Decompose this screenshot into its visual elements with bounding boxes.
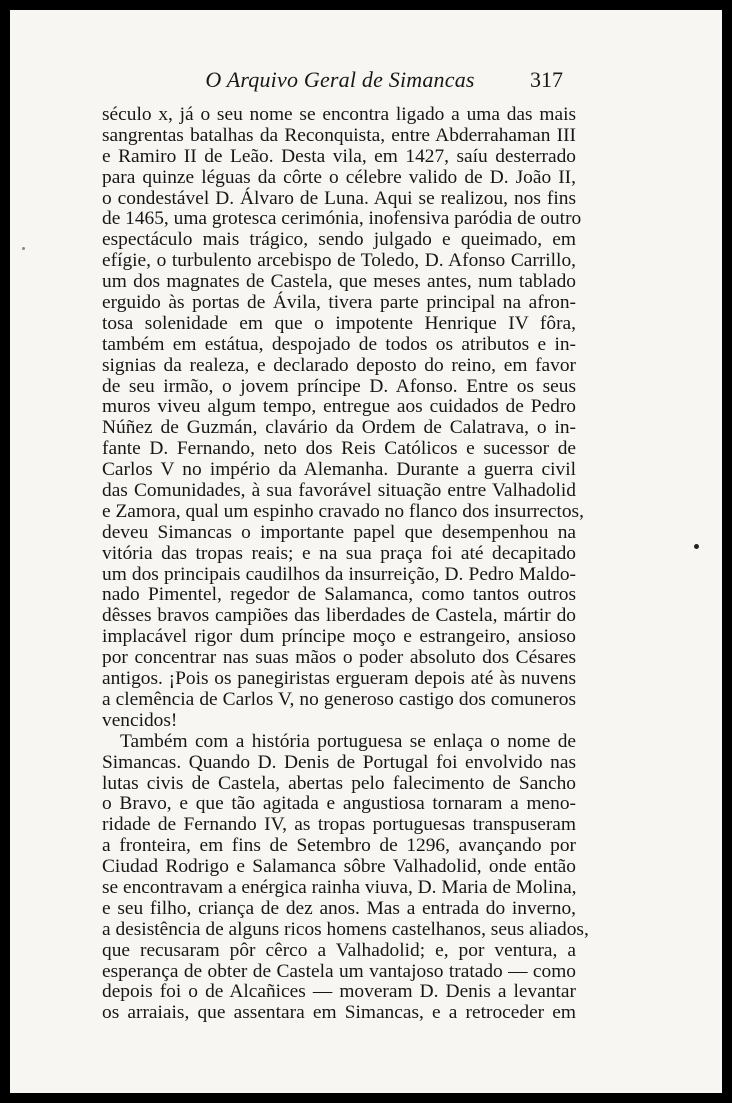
text-line: século x, já o seu nome se encontra ligado a uma das mais [102,104,576,125]
text-line: ridade de Fernando IV, as tropas portuguesas transpuseram [102,814,576,836]
text-line: das Comunidades, à sua favorável situação entre Valhadolid [102,480,576,502]
text-line: se encontravam a enérgica rainha viuva, D. Maria de Molina, [102,876,577,898]
text-line: a fronteira, em fins de Setembro de 1296, avançando por [102,835,576,857]
text-line: o condestável D. Álvaro de Luna. Aqui se realizou, nos fins [102,187,576,209]
text-line: Simancas. Quando D. Denis de Portugal foi envolvido nas [102,751,576,773]
text-line: para quinze léguas da côrte o célebre valido de D. João II, [102,166,576,188]
text-line: espectáculo mais trágico, sendo julgado e queimado, em [102,229,576,251]
page-header [10,67,722,97]
running-title: O Arquivo Geral de Simancas [205,67,475,92]
text-line: nado Pimentel, regedor de Salamanca, como tantos outros [102,584,576,606]
text-line: Ciudad Rodrigo e Salamanca sôbre Valhadolid, onde então [102,856,576,878]
text-line: e Ramiro II de Leão. Desta vila, em 1427, saíu desterrado [102,145,576,167]
text-line: de seu irmão, o jovem príncipe D. Afonso. Entre os seus [102,375,576,397]
text-line: signias da realeza, e declarado deposto do reino, em favor [102,354,576,376]
text-line: e seu filho, criança de dez anos. Mas a entrada do inverno, [102,897,576,919]
text-line: esperança de obter de Castela um vantajoso tratado — como [102,960,576,982]
text-line: lutas civis de Castela, abertas pelo falecimento de Sancho [102,772,576,794]
paragraph-2 [102,730,589,1024]
scan-speck [694,544,699,549]
text-line: antigos. ¡Pois os panegiristas ergueram depois até às nuvens [102,668,576,690]
text-line: vencidos! [102,709,178,731]
text-line: fante D. Fernando, neto dos Reis Católicos e sucessor de [102,438,576,460]
text-line: um dos magnates de Castela, que meses antes, num tablado [102,271,576,293]
book-page [10,10,722,1093]
text-line: o Bravo, e que tão agitada e angustiosa tornaram a meno- [102,793,576,815]
text-line: Carlos V no império da Alemanha. Durante a guerra civil [102,459,576,481]
text-line: os arraiais, que assentara em Simancas, e a retroceder em [102,1002,576,1024]
text-line: um dos principais caudilhos da insurreição, D. Pedro Maldo- [102,563,576,585]
text-line: por concentrar nas suas mãos o poder absoluto dos Césares [102,647,576,669]
text-line: vitória das tropas reais; e na sua praça foi até decapitado [102,542,576,564]
text-line: implacável rigor dum príncipe moço e estrangeiro, ansioso [102,626,576,648]
text-line: tosa solenidade em que o impotente Henrique IV fôra, [102,312,576,334]
text-line: deveu Simancas o importante papel que desempenhou na [102,521,576,543]
text-line: Também com a história portuguesa se enlaça o nome de [120,730,576,752]
text-line: dêsses bravos campiões das liberdades de Castela, mártir do [102,605,576,627]
text-line: que recusaram pôr cêrco a Valhadolid; e, por ventura, a [102,939,576,961]
text-line: erguido às portas de Ávila, tivera parte principal na afron- [102,292,576,314]
paragraph-1 [102,104,584,732]
text-line: efígie, o turbulento arcebispo de Toledo, D. Afonso Carrillo, [102,250,576,272]
text-line: a clemência de Carlos V, no generoso castigo dos comuneros [102,688,576,710]
body-text [102,104,589,1024]
page-number: 317 [530,67,563,92]
text-line: depois foi o de Alcañices — moveram D. Denis a levantar [102,981,576,1003]
text-line: muros viveu algum tempo, entregue aos cuidados de Pedro [102,396,576,418]
text-line: Núñez de Guzmán, clavário da Ordem de Calatrava, o in- [102,417,576,439]
text-line: e Zamora, qual um espinho cravado no flanco dos insurrectos, [102,500,584,522]
text-line: a desistência de alguns ricos homens castelhanos, seus aliados, [102,918,589,940]
text-line: também em estátua, despojado de todos os atributos e in- [102,333,576,355]
text-line: de 1465, uma grotesca cerimónia, inofensiva paródia de outro [102,208,582,230]
text-line: sangrentas batalhas da Reconquista, entre Abderrahaman III [102,124,576,146]
scan-speck [22,247,25,250]
